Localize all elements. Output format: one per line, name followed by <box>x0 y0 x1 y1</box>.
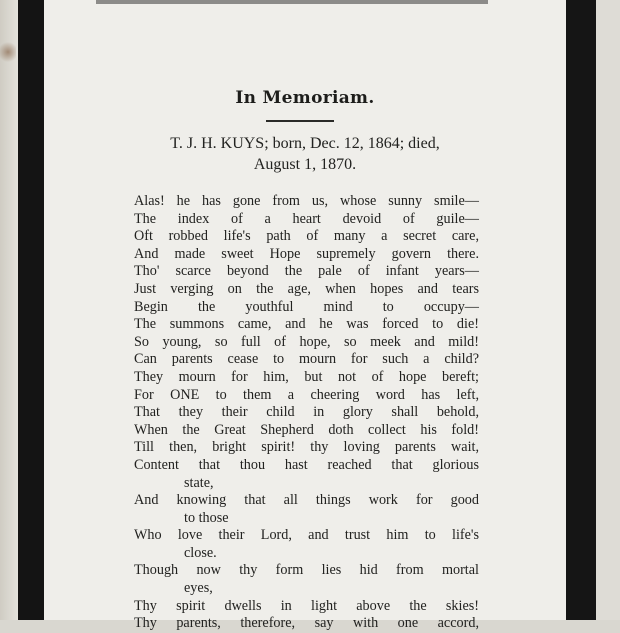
poem-line: state, <box>184 474 214 491</box>
poem-line: Till then, bright spirit! thy loving parents wait, <box>134 439 479 456</box>
mourning-border-right <box>566 0 596 620</box>
poem-line: For ONE to them a cheering word has left, <box>134 386 479 403</box>
card-title: In Memoriam. <box>235 88 375 108</box>
poem-line: Thy parents, therefore, say with one accord, <box>134 615 479 632</box>
poem-line: And knowing that all things work for good <box>134 492 479 509</box>
poem-line: Begin the youthful mind to occupy— <box>134 298 479 315</box>
poem-line: Oft robbed life's path of many a secret care, <box>134 228 479 245</box>
poem-line: Just verging on the age, when hopes and tears <box>134 280 479 297</box>
dedication-line-1: T. J. H. KUYS; born, Dec. 12, 1864; died, <box>170 135 440 152</box>
poem-line: Thy spirit dwells in light above the skies! <box>134 597 479 614</box>
poem-line: to those <box>184 509 229 526</box>
poem-line: Content that thou hast reached that glorious <box>134 456 479 473</box>
poem-line: So young, so full of hope, so meek and mild! <box>134 333 479 350</box>
top-edge-shadow <box>96 0 488 4</box>
poem-line: The index of a heart devoid of guile— <box>134 210 479 227</box>
poem-line: Though now thy form lies hid from mortal <box>134 562 479 579</box>
poem-line: They mourn for him, but not of hope bereft; <box>134 368 479 385</box>
poem-line: close. <box>184 544 217 561</box>
title-rule <box>266 120 334 122</box>
paper-stain <box>0 40 16 64</box>
dedication-heading <box>44 133 566 175</box>
mourning-border-left <box>18 0 44 620</box>
poem <box>134 193 479 633</box>
poem-line: The summons came, and he was forced to die! <box>134 316 479 333</box>
poem-line: When the Great Shepherd doth collect his fold! <box>134 421 479 438</box>
poem-line: Can parents cease to mourn for such a child? <box>134 351 479 368</box>
poem-line: That they their child in glory shall behold, <box>134 404 479 421</box>
poem-line: Who love their Lord, and trust him to life's <box>134 527 479 544</box>
poem-line: Alas! he has gone from us, whose sunny smile— <box>134 193 479 209</box>
dedication-line-2: August 1, 1870. <box>253 156 357 173</box>
poem-line: eyes, <box>184 580 213 597</box>
poem-line: And made sweet Hope supremely govern there. <box>134 245 479 262</box>
background-margin <box>596 0 620 620</box>
poem-line: Tho' scarce beyond the pale of infant years— <box>134 263 479 280</box>
